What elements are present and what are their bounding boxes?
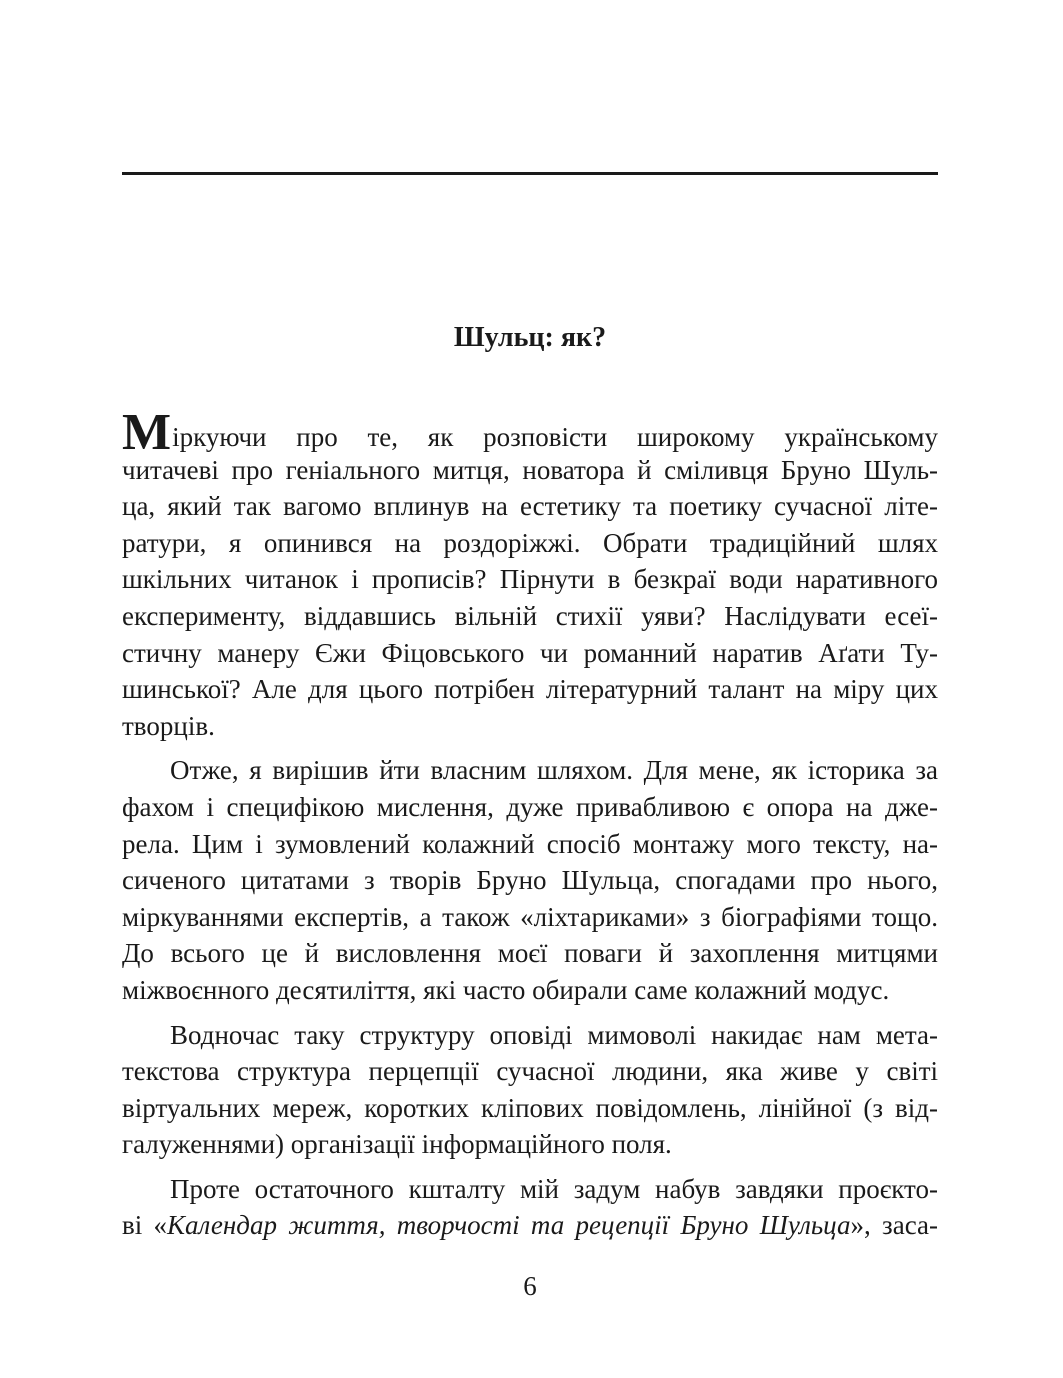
text-line: Проте остаточного кшталту мій задум набув завдяки проєкто- bbox=[170, 1173, 938, 1204]
text-line: ца, який так вагомо вплинув на естетику та поетику сучасної літе- bbox=[122, 491, 938, 522]
text-line: галуженнями) організації інформаційного поля. bbox=[122, 1129, 672, 1160]
text-line: Водночас таку структуру оповіді мимоволі накидає нам мета- bbox=[170, 1019, 938, 1050]
text-line: ві «Календар життя, творчості та рецепції Бруно Шульца», заса- bbox=[122, 1210, 938, 1241]
text-line: міркуваннями експертів, а також «ліхтариками» з біографіями тощо. bbox=[122, 901, 938, 932]
text-line: шкільних читанок і прописів? Пірнути в безкраї води наративного bbox=[122, 564, 938, 595]
text-line: текстова структура перцепції сучасної людини, яка живе у світі bbox=[122, 1056, 938, 1087]
text-line: читачеві про геніального митця, новатора й сміливця Бруно Шуль- bbox=[122, 454, 938, 485]
text-line: Отже, я вирішив йти власним шляхом. Для мене, як історика за bbox=[170, 755, 938, 786]
text-line: сиченого цитатами з творів Бруно Шульца, спогадами про нього, bbox=[122, 865, 938, 896]
text-line: рела. Цим і зумовлений колажний спосіб монтажу мого тексту, на- bbox=[122, 828, 938, 859]
paragraph-3 bbox=[122, 1017, 938, 1163]
paragraph-4 bbox=[122, 1171, 938, 1244]
paragraph-2 bbox=[122, 752, 938, 1008]
text-line: віртуальних мереж, коротких кліпових повідомлень, лінійної (з від- bbox=[122, 1092, 938, 1123]
body-text bbox=[122, 404, 938, 1244]
text-line: стичну манеру Єжи Фіцовського чи романний наратив Аґати Ту- bbox=[122, 637, 938, 668]
text-line: До всього це й висловлення моєї поваги й захоплення митцями bbox=[122, 938, 938, 969]
drop-cap: М bbox=[122, 404, 172, 461]
italic-title: Календар життя, творчості та рецепції Бруно Шульца bbox=[167, 1210, 851, 1241]
top-rule bbox=[122, 172, 938, 175]
text-line: експерименту, віддавшись вільній стихії уяви? Наслідувати есеї- bbox=[122, 600, 938, 631]
text-line: шинської? Але для цього потрібен літературний талант на міру цих bbox=[122, 674, 938, 705]
page-number: 6 bbox=[523, 1271, 537, 1301]
text-line: фахом і специфікою мислення, дуже привабливою є опора на дже- bbox=[122, 791, 938, 822]
chapter-heading: Шульц: як? bbox=[453, 322, 607, 353]
text-line: ратури, я опинився на роздоріжжі. Обрати традиційний шлях bbox=[122, 527, 938, 558]
text-line: міжвоєнного десятиліття, які часто обирали саме колажний модус. bbox=[122, 974, 890, 1005]
text-line: творців. bbox=[122, 710, 215, 741]
text-line: Міркуючи про те, як розповісти широкому українському bbox=[122, 404, 938, 461]
paragraph-1 bbox=[122, 404, 938, 744]
